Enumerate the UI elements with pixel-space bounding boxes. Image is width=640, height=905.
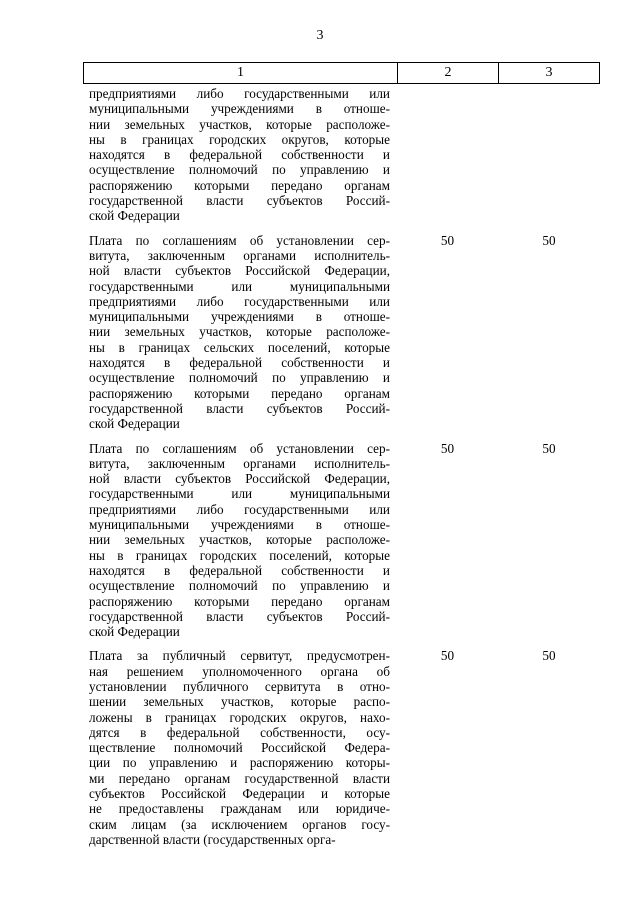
text-line: распоряжению которыми передано органам xyxy=(89,593,390,609)
table-body xyxy=(83,86,600,847)
row-value-col-2: 50 xyxy=(440,440,455,456)
text-line: государственными или муниципальными xyxy=(89,278,390,294)
text-line: ная решением уполномоченного органа об xyxy=(89,663,390,679)
row-value-col-2: 50 xyxy=(440,232,455,248)
text-line: осуществление полномочий по управлению и xyxy=(89,370,390,386)
header-col-3: 3 xyxy=(545,65,553,80)
text-line: ской Федерации xyxy=(89,624,180,640)
text-line: ной власти субъектов Российской Федерации, xyxy=(89,471,390,487)
text-line: предприятиями либо государственными или xyxy=(89,86,390,101)
table-row xyxy=(83,86,600,224)
table-header xyxy=(83,62,600,84)
text-line: дятся в федеральной собственности, осу- xyxy=(89,724,390,740)
text-line: ской Федерации xyxy=(89,208,180,224)
row-value-col-3: 50 xyxy=(542,440,556,456)
table-row xyxy=(83,648,600,847)
header-col-1: 1 xyxy=(84,63,398,83)
text-line: муниципальными учреждениями в отноше- xyxy=(89,101,390,117)
text-line: предприятиями либо государственными или xyxy=(89,501,390,517)
text-line: предприятиями либо государственными или xyxy=(89,293,390,309)
row-description xyxy=(83,86,397,224)
text-line: осуществление полномочий по управлению и xyxy=(89,578,390,594)
text-line: Плата по соглашениям об установлении сер- xyxy=(89,440,390,456)
text-line: находятся в федеральной собственности и xyxy=(89,562,390,578)
text-line: государственной власти субъектов Россий- xyxy=(89,608,390,624)
text-line: ложены в границах городских округов, нахо- xyxy=(89,709,390,725)
text-line: не предоставлены гражданам или юридиче- xyxy=(89,801,390,817)
text-line: шении земельных участков, которые распо- xyxy=(89,694,390,710)
text-line: дарственной власти (государственных орга- xyxy=(89,831,336,847)
row-description xyxy=(83,441,397,640)
text-line: Плата по соглашениям об установлении сер- xyxy=(89,232,390,248)
page-number: 3 xyxy=(316,28,324,43)
text-line: муниципальными учреждениями в отноше- xyxy=(89,309,390,325)
header-col-2: 2 xyxy=(398,63,499,83)
text-line: ским лицам (за исключением органов госу- xyxy=(89,816,390,832)
text-line: ной власти субъектов Российской Федерации, xyxy=(89,263,390,279)
text-line: ны в границах городских поселений, которые xyxy=(89,547,390,563)
text-line: ны в границах городских округов, которые xyxy=(89,131,390,147)
text-line: нии земельных участков, которые расположе- xyxy=(89,116,390,132)
text-line: ми передано органам государственной власти xyxy=(89,770,390,786)
text-line: ской Федерации xyxy=(89,416,180,432)
text-line: установлении публичного сервитута в отно- xyxy=(89,678,390,694)
row-value-col-2: 50 xyxy=(440,648,455,664)
row-spacer xyxy=(83,432,600,441)
row-spacer xyxy=(83,224,600,233)
row-value-col-2 xyxy=(397,86,498,224)
text-line: ществление полномочий Российской Федера- xyxy=(89,740,390,756)
text-line: государственной власти субъектов Россий- xyxy=(89,193,390,209)
table-row xyxy=(83,233,600,432)
text-line: муниципальными учреждениями в отноше- xyxy=(89,517,390,533)
row-description xyxy=(83,233,397,432)
text-line: нии земельных участков, которые расположе- xyxy=(89,324,390,340)
text-line: распоряжению которыми передано органам xyxy=(89,385,390,401)
table-row xyxy=(83,441,600,640)
text-line: ции по управлению и распоряжению которы- xyxy=(89,755,390,771)
row-description xyxy=(83,648,397,847)
text-line: находятся в федеральной собственности и xyxy=(89,147,390,163)
text-line: витута, заключенным органами исполнитель- xyxy=(89,455,390,471)
row-spacer xyxy=(83,639,600,648)
text-line: витута, заключенным органами исполнитель- xyxy=(89,247,390,263)
text-line: субъектов Российской Федерации и которые xyxy=(89,786,390,802)
text-line: государственными или муниципальными xyxy=(89,486,390,502)
text-line: распоряжению которыми передано органам xyxy=(89,177,390,193)
text-line: находятся в федеральной собственности и xyxy=(89,355,390,371)
row-value-col-3: 50 xyxy=(542,648,556,664)
text-line: нии земельных участков, которые расположе- xyxy=(89,532,390,548)
text-line: государственной власти субъектов Россий- xyxy=(89,400,390,416)
row-value-col-3 xyxy=(498,86,600,224)
text-line: ны в границах сельских поселений, которые xyxy=(89,339,390,355)
row-value-col-3: 50 xyxy=(542,232,556,248)
text-line: Плата за публичный сервитут, предусмотрен- xyxy=(89,648,390,664)
text-line: осуществление полномочий по управлению и xyxy=(89,162,390,178)
